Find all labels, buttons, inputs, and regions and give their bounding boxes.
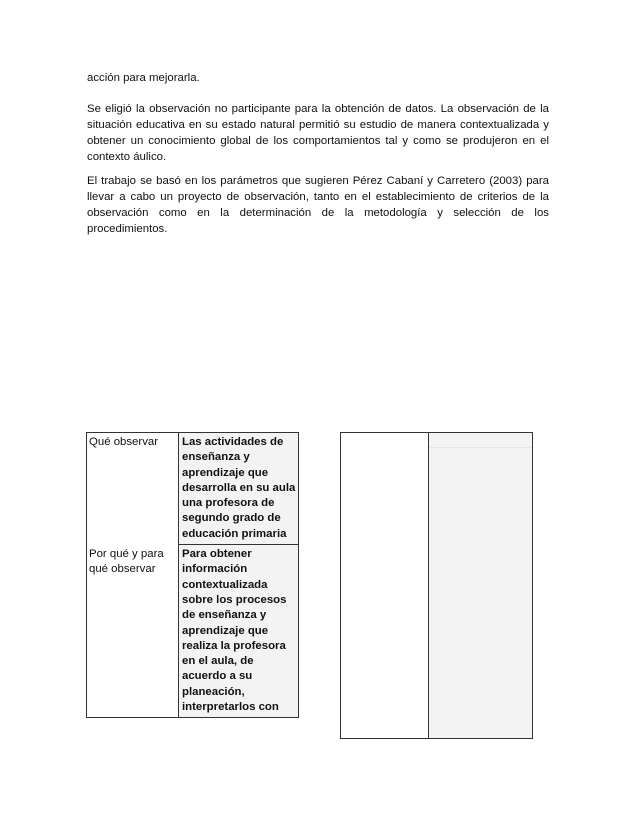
table-row (87, 545, 299, 718)
observation-criteria-table (86, 432, 299, 718)
table-row (87, 433, 299, 545)
paragraph-parameters: El trabajo se basó en los parámetros que sugieren Pérez Cabaní y Carretero (2003) para llevar a cabo un proyecto de observación, tanto en el establecimiento de criterios de la observación como en la determinación de la metodología y selección de los procedimientos. (87, 175, 549, 235)
row-content: Las actividades de enseñanza y aprendizaje que desarrolla en su aula una profesora de segundo grado de educación primaria (179, 433, 299, 545)
empty-side-table (340, 432, 533, 739)
row-label: Por qué y para qué observar (87, 545, 179, 718)
paragraph-continuation: acción para mejorarla. (87, 72, 200, 84)
divider (429, 447, 532, 448)
shaded-empty-column (429, 433, 532, 738)
row-content: Para obtener información contextualizada sobre los procesos de enseñanza y aprendizaje que realiza la profesora en el aula, de acuerdo a su planeación, interpretarlos con (179, 545, 299, 718)
empty-column (341, 433, 429, 738)
paragraph-observation-method: Se eligió la observación no participante para la obtención de datos. La observación de la situación educativa en su estado natural permitió su estudio de manera contextualizada y obtener un conocimiento global de los comportamientos tal y como se produjeron en el contexto áulico. (87, 103, 549, 163)
row-label: Qué observar (87, 433, 179, 545)
